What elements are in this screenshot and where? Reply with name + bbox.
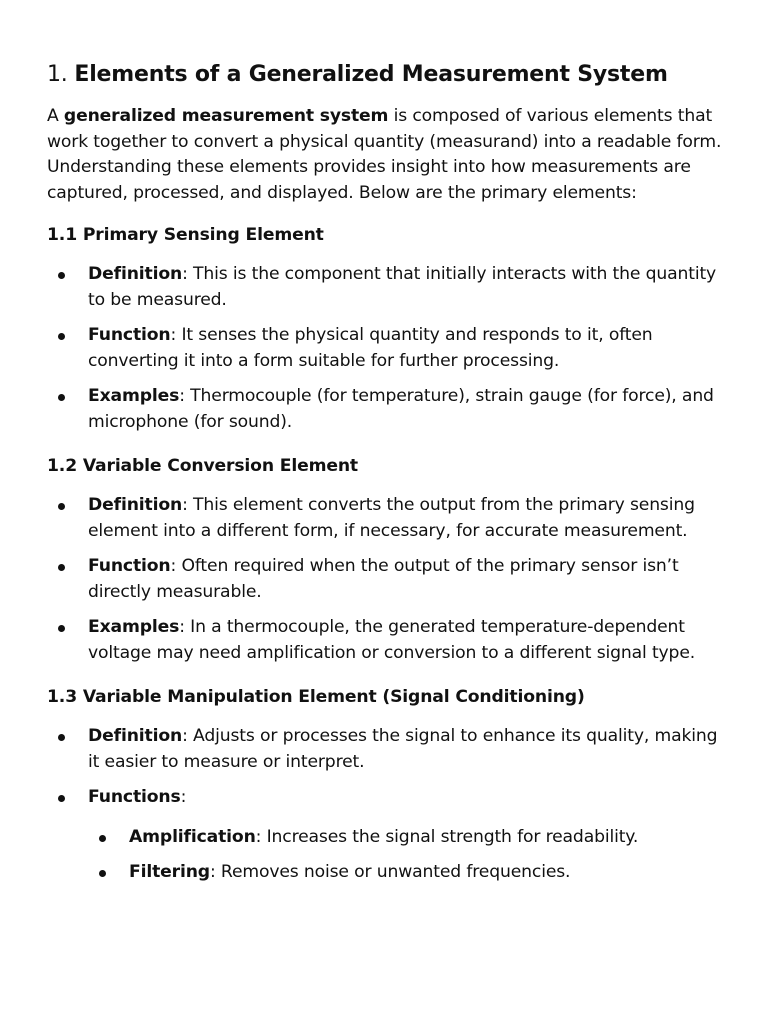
section-heading-primary-sensing: 1.1 Primary Sensing Element: [47, 225, 324, 245]
section-list-variable-manipulation: [47, 724, 727, 886]
intro-paragraph: [47, 104, 727, 206]
subitem-term: Filtering: [129, 862, 210, 882]
item-text: :: [180, 787, 187, 807]
subitem-term: Amplification: [129, 826, 256, 847]
item-text: : Thermocouple (for temperature), strain gauge (for force), and microphone (for sound).: [88, 386, 714, 432]
section-heading-variable-manipulation: 1.3 Variable Manipulation Element (Signal Conditioning): [47, 687, 585, 707]
functions-sublist: [88, 825, 727, 886]
list-item: [47, 493, 727, 544]
document-page: [47, 58, 727, 904]
list-item: [47, 615, 727, 666]
item-text: : This is the component that initially interacts with the quantity to be measured.: [88, 264, 717, 310]
item-text: : It senses the physical quantity and responds to it, often converting it into a form suitable for further processing.: [88, 325, 653, 371]
sublist-item: [88, 825, 727, 851]
intro-rest: is composed of various elements that work together to convert a physical quantity (measurand) into a readable form. Understanding these elements provides insight into how measurements are captured, processed, and displayed. Below are the primary elements:: [47, 106, 722, 203]
heading-title: Elements of a Generalized Measurement System: [74, 62, 668, 87]
intro-bold-term: generalized measurement system: [63, 106, 389, 126]
list-item: [47, 785, 727, 886]
section-list-primary-sensing: [47, 262, 727, 435]
list-item: [47, 262, 727, 313]
intro-lead: A: [47, 106, 64, 126]
list-item: [47, 323, 727, 374]
sublist-item: [88, 860, 727, 886]
item-term: Definition: [88, 495, 183, 515]
subitem-text: : Increases the signal strength for readability.: [255, 826, 639, 847]
item-text: : In a thermocouple, the generated temperature-dependent voltage may need amplification or conversion to a different signal type.: [88, 617, 696, 663]
subitem-text: : Removes noise or unwanted frequencies.: [209, 862, 571, 882]
heading-number: 1.: [47, 62, 68, 87]
item-term: Function: [88, 325, 171, 345]
item-text: : Often required when the output of the primary sensor isn’t directly measurable.: [88, 556, 679, 602]
item-text: : Adjusts or processes the signal to enhance its quality, making it easier to measure or interpret.: [88, 726, 718, 772]
item-term: Examples: [88, 617, 180, 637]
list-item: [47, 554, 727, 605]
section-heading-variable-conversion: 1.2 Variable Conversion Element: [47, 456, 358, 476]
item-term: Functions: [88, 787, 181, 807]
list-item: [47, 724, 727, 775]
item-term: Examples: [88, 386, 180, 406]
item-term: Definition: [88, 726, 183, 746]
item-term: Definition: [88, 264, 183, 284]
list-item: [47, 384, 727, 435]
section-list-variable-conversion: [47, 493, 727, 666]
page-title: [47, 58, 727, 92]
item-term: Function: [88, 556, 171, 576]
item-text: : This element converts the output from the primary sensing element into a different form, if necessary, for accurate measurement.: [88, 495, 695, 541]
